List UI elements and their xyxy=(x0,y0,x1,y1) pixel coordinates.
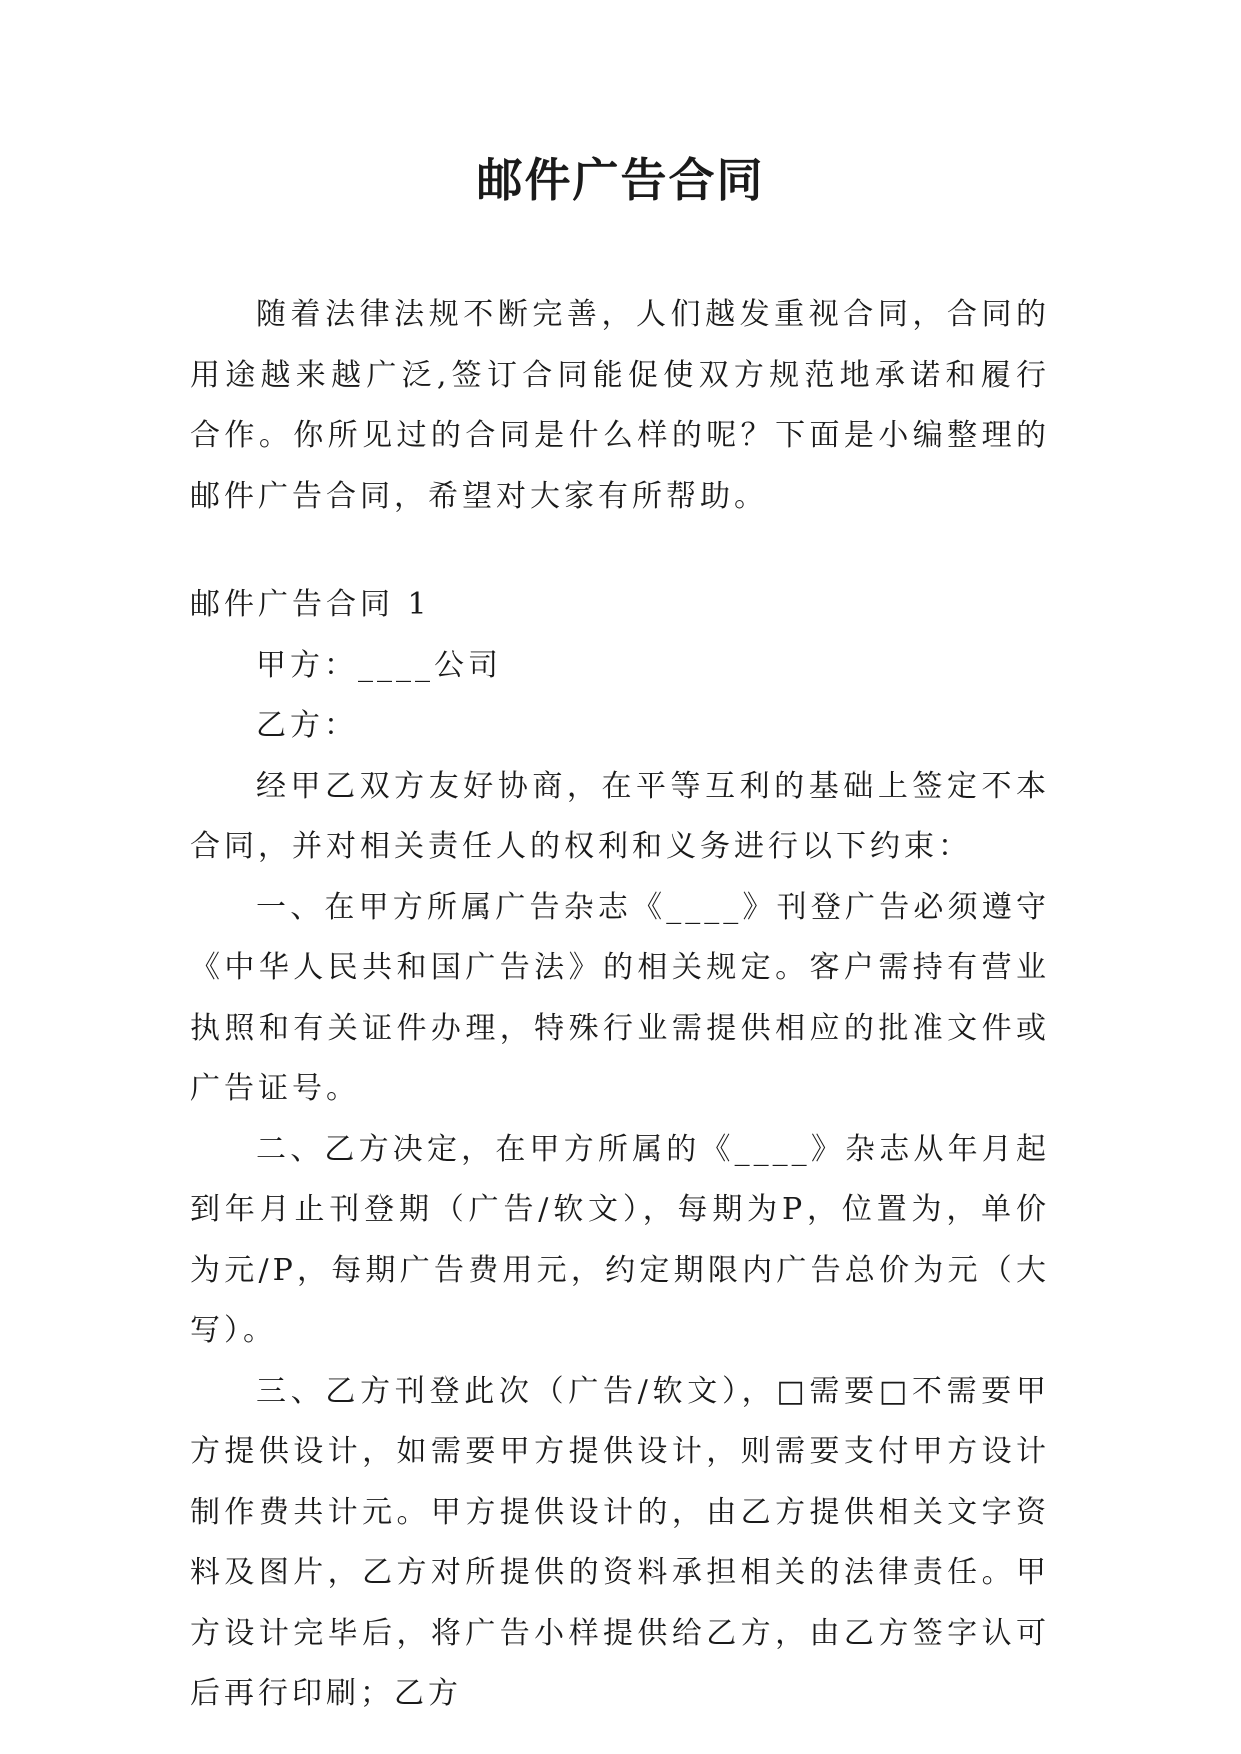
intro-paragraph: 随着法律法规不断完善，人们越发重视合同，合同的用途越来越广泛,签订合同能促使双方规范地承诺和履行合作。你所见过的合同是什么样的呢？下面是小编整理的邮件广告合同，希望对大家有所帮助。 xyxy=(190,297,1050,514)
clause-1-paragraph: 一、在甲方所属广告杂志《____》刊登广告必须遵守《中华人民共和国广告法》的相关规定。客户需持有营业执照和有关证件办理，特殊行业需提供相应的批准文件或广告证号。 xyxy=(190,889,1050,1106)
preamble-paragraph: 经甲乙双方友好协商，在平等互利的基础上签定不本合同，并对相关责任人的权利和义务进行以下约束： xyxy=(190,768,1050,864)
clause-3-paragraph: 三、乙方刊登此次（广告/软文），□需要□不需要甲方提供设计，如需要甲方提供设计，则需要支付甲方设计制作费共计元。甲方提供设计的，由乙方提供相关文字资料及图片，乙方对所提供的资料承担相关的法律责任。甲方设计完毕后，将广告小样提供给乙方，由乙方签字认可后再行印刷；乙方 xyxy=(190,1373,1050,1711)
party-b-line: 乙方： xyxy=(256,708,358,743)
party-a-line: 甲方：____公司 xyxy=(256,647,502,683)
clause-2-paragraph: 二、乙方决定，在甲方所属的《____》杂志从年月起到年月止刊登期（广告/软文），每期为P，位置为，单价为元/P，每期广告费用元，约定期限内广告总价为元（大写）。 xyxy=(190,1131,1050,1348)
section-heading: 邮件广告合同 1 xyxy=(190,587,431,622)
intro-section xyxy=(190,285,1050,527)
contract-section xyxy=(190,575,1050,1725)
document-title: 邮件广告合同 xyxy=(476,153,765,207)
